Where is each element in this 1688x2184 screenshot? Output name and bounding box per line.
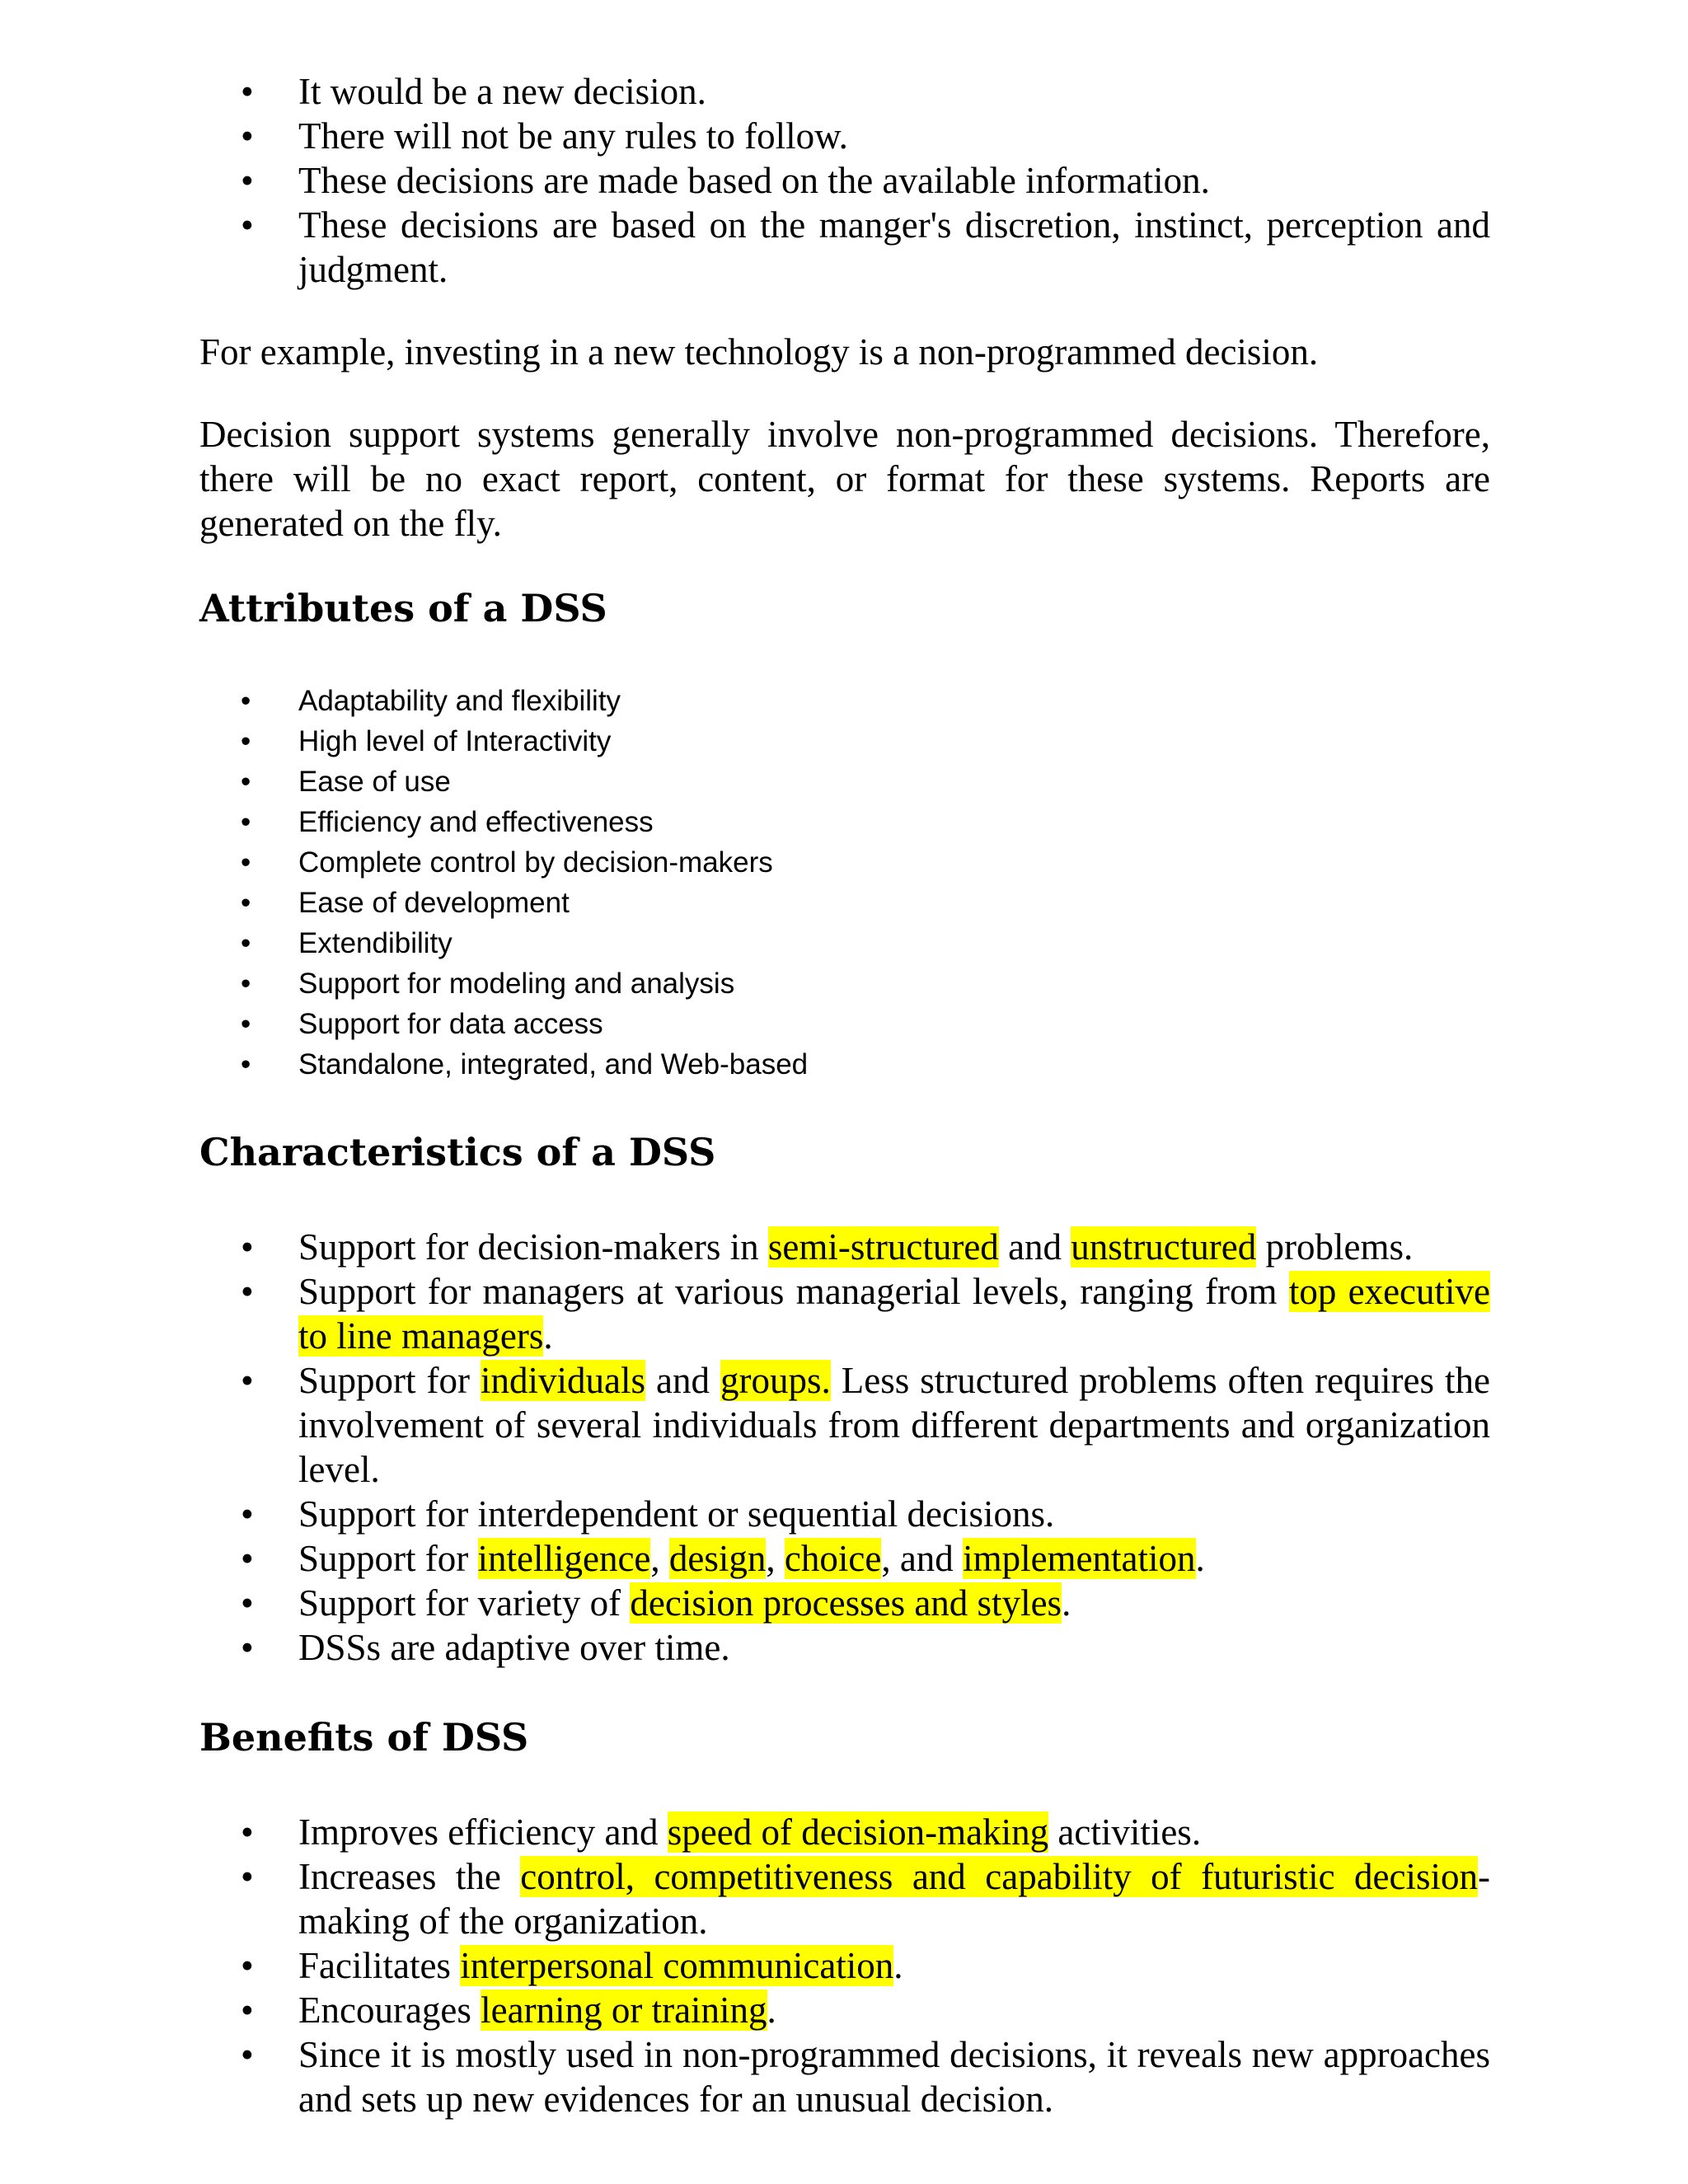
benefits-list	[199, 1810, 1490, 2121]
highlight: groups.	[720, 1360, 831, 1401]
highlight: interpersonal communication	[460, 1945, 894, 1986]
list-item: • Support for variety of decision processes and styles.	[199, 1581, 1490, 1625]
list-item: • Support for individuals and groups. Less structured problems often requires the involvement of several individuals from different departments and organization level.	[199, 1358, 1490, 1492]
highlight: design	[668, 1538, 767, 1579]
list-item: • Support for managers at various managerial levels, ranging from top executive to line managers.	[199, 1269, 1490, 1358]
list-item: • It would be a new decision.	[199, 69, 1490, 114]
highlight: learning or training	[481, 1990, 767, 2031]
characteristics-heading: Characteristics of a DSS	[199, 1130, 716, 1174]
list-item: • High level of Interactivity	[199, 721, 1490, 762]
list-item: • Increases the control, competitiveness and capability of futuristic decision-making of the organization.	[199, 1854, 1490, 1943]
highlight: choice	[784, 1538, 882, 1579]
list-item: • These decisions are made based on the available information.	[199, 158, 1490, 203]
list-item: • Efficiency and effectiveness	[199, 802, 1490, 842]
benefits-heading: Benefits of DSS	[199, 1715, 529, 1760]
highlight: top executive to line managers	[298, 1271, 1490, 1357]
list-item: • These decisions are based on the manger's discretion, instinct, perception and judgment.	[199, 203, 1490, 292]
list-item: • Ease of use	[199, 762, 1490, 802]
document-page	[199, 69, 1490, 2121]
highlight: decision processes and styles	[630, 1582, 1062, 1624]
highlight: control, competitiveness and capability of futuristic decision	[520, 1856, 1478, 1897]
list-item: • Support for intelligence, design, choice, and implementation.	[199, 1536, 1490, 1581]
list-item: • Facilitates interpersonal communication.	[199, 1943, 1490, 1988]
list-item: • Improves efficiency and speed of decision-making activities.	[199, 1810, 1490, 1854]
list-item: • Extendibility	[199, 923, 1490, 963]
characteristics-list	[199, 1225, 1490, 1670]
list-item: • Support for data access	[199, 1004, 1490, 1044]
list-item: • Support for decision-makers in semi-structured and unstructured problems.	[199, 1225, 1490, 1269]
highlight: semi-structured	[767, 1226, 999, 1268]
attributes-heading: Attributes of a DSS	[199, 586, 607, 630]
list-item: • DSSs are adaptive over time.	[199, 1625, 1490, 1670]
highlight: intelligence	[477, 1538, 651, 1579]
list-item: • Support for modeling and analysis	[199, 963, 1490, 1004]
list-item: • Since it is mostly used in non-programmed decisions, it reveals new approaches and sets up new evidences for an unusual decision.	[199, 2032, 1490, 2121]
list-item: • Ease of development	[199, 883, 1490, 923]
list-item: • Complete control by decision-makers	[199, 842, 1490, 883]
list-item: • Standalone, integrated, and Web-based	[199, 1044, 1490, 1085]
highlight: implementation	[963, 1538, 1196, 1579]
dss-paragraph: Decision support systems generally involve non-programmed decisions. Therefore, there will be no exact report, content, or format for these systems. Reports are generated on the fly.	[199, 414, 1490, 544]
list-item: • Adaptability and flexibility	[199, 681, 1490, 721]
attributes-list	[199, 681, 1490, 1085]
list-item: • Support for interdependent or sequential decisions.	[199, 1492, 1490, 1536]
list-item: • There will not be any rules to follow.	[199, 114, 1490, 158]
example-paragraph: For example, investing in a new technology is a non-programmed decision.	[199, 331, 1319, 373]
highlight: speed of decision-making	[667, 1811, 1049, 1853]
highlight: individuals	[481, 1360, 645, 1401]
highlight: unstructured	[1071, 1226, 1257, 1268]
list-item: • Encourages learning or training.	[199, 1988, 1490, 2032]
intro-bullet-list	[199, 69, 1490, 292]
